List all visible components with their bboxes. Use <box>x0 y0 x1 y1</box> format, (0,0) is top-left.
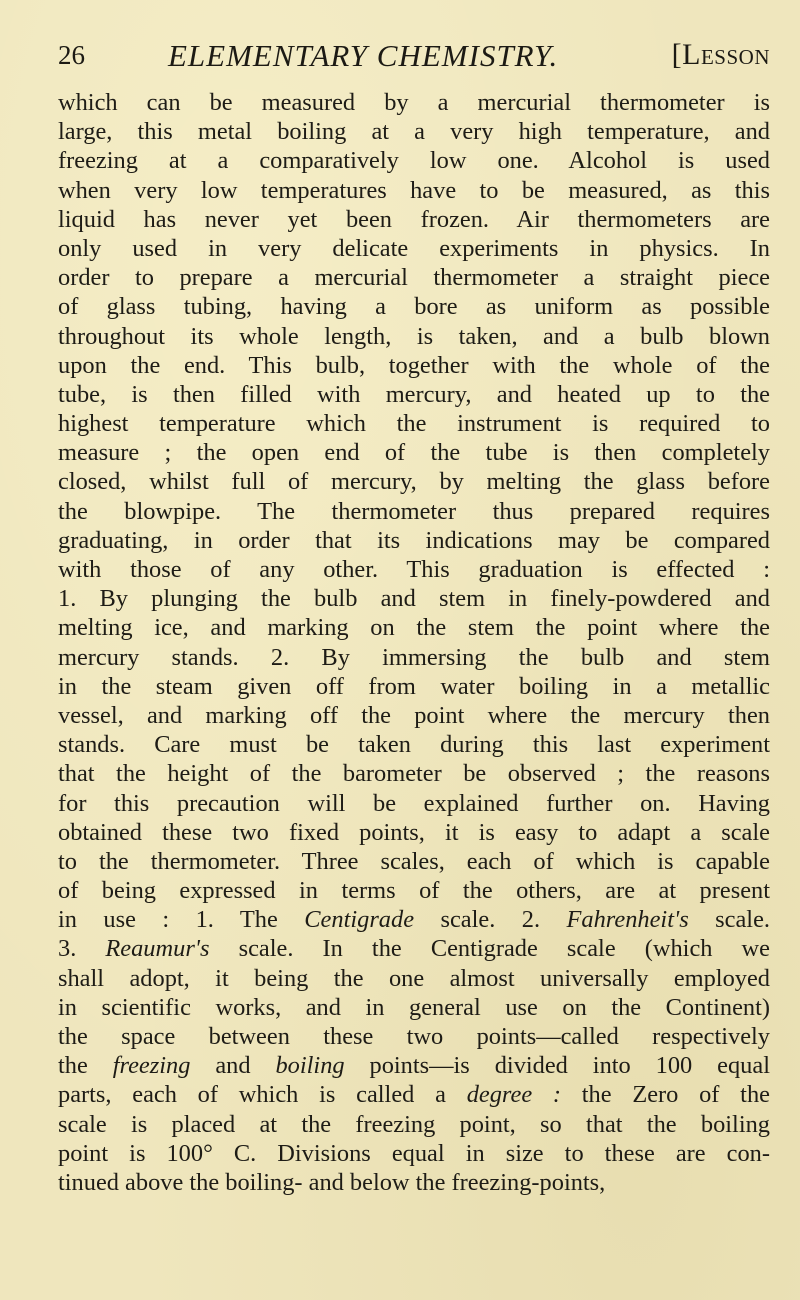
text-segment: stands. Care must be taken during this last experiment <box>58 731 770 759</box>
text-segment: in the steam given off from water boiling in a metallic <box>58 672 770 700</box>
text-line <box>58 146 770 175</box>
text-line <box>58 643 770 672</box>
text-line <box>58 467 770 496</box>
text-line <box>58 1110 770 1139</box>
section-label: [Lesson <box>671 38 770 71</box>
text-line <box>58 847 770 876</box>
text-segment: with those of any other. This graduation is effected : <box>58 556 770 583</box>
italic-term: Reaumur's <box>105 935 210 963</box>
text-segment: melting ice, and marking on the stem the point where the <box>58 614 770 642</box>
text-segment: large, this metal boiling at a very high temperature, and <box>58 118 770 146</box>
text-segment: scale. <box>688 906 770 934</box>
text-line <box>58 1168 770 1197</box>
text-line <box>58 993 770 1022</box>
text-segment: in use : 1. The <box>58 906 305 934</box>
text-segment: freezing at a comparatively low one. Alcohol is used <box>58 147 770 175</box>
text-segment: in scientific works, and in general use on the Continent) <box>58 993 770 1021</box>
text-line <box>58 672 770 701</box>
text-segment: upon the end. This bulb, together with the whole of the <box>58 351 770 379</box>
text-segment: order to prepare a mercurial thermometer a straight piece <box>58 264 770 292</box>
text-line <box>58 234 770 263</box>
italic-term: boiling <box>275 1052 345 1080</box>
text-segment: which can be measured by a mercurial thermometer is <box>58 89 770 116</box>
page-header <box>58 38 770 78</box>
text-segment: and <box>190 1052 276 1080</box>
text-segment: of being expressed in terms of the others, are at present <box>58 877 770 905</box>
text-line <box>58 964 770 993</box>
running-title: ELEMENTARY CHEMISTRY. <box>168 38 559 73</box>
body-text <box>58 88 770 1197</box>
text-line <box>58 730 770 759</box>
text-line <box>58 351 770 380</box>
text-line <box>58 117 770 146</box>
text-segment: points—is divided into 100 equal <box>344 1052 770 1080</box>
text-segment: the Zero of the <box>561 1081 770 1109</box>
italic-term: Centigrade <box>304 906 415 934</box>
italic-term: degree : <box>466 1081 562 1109</box>
text-line <box>58 1051 770 1080</box>
text-segment: when very low temperatures have to be measured, as this <box>58 176 770 204</box>
text-segment: shall adopt, it being the one almost universally employed <box>58 964 770 992</box>
text-segment: 3. <box>58 935 106 963</box>
text-segment: scale. 2. <box>414 906 567 934</box>
text-segment: for this precaution will be explained further on. Having <box>58 789 770 817</box>
text-line <box>58 409 770 438</box>
text-segment: only used in very delicate experiments in physics. In <box>58 234 770 262</box>
text-line <box>58 934 770 963</box>
text-line <box>58 438 770 467</box>
text-segment: vessel, and marking off the point where the mercury then <box>58 701 770 729</box>
text-line <box>58 176 770 205</box>
text-line <box>58 555 770 584</box>
text-segment: obtained these two fixed points, it is easy to adapt a scale <box>58 818 770 846</box>
text-segment: graduating, in order that its indications may be compared <box>58 526 770 554</box>
italic-term: freezing <box>112 1052 191 1080</box>
text-line <box>58 759 770 788</box>
text-segment: parts, each of which is called a <box>58 1081 467 1109</box>
text-line <box>58 613 770 642</box>
text-segment: liquid has never yet been frozen. Air thermometers are <box>58 205 770 233</box>
text-line <box>58 205 770 234</box>
text-segment: the <box>58 1052 113 1080</box>
text-line <box>58 1080 770 1109</box>
text-line <box>58 789 770 818</box>
text-line <box>58 905 770 934</box>
text-segment: tinued above the boiling- and below the freezing-points, <box>58 1168 606 1196</box>
text-segment: throughout its whole length, is taken, and a bulb blown <box>58 322 770 350</box>
text-segment: to the thermometer. Three scales, each of which is capable <box>58 847 770 875</box>
text-segment: that the height of the barometer be observed ; the reasons <box>58 760 770 788</box>
text-line <box>58 322 770 351</box>
text-segment: tube, is then filled with mercury, and heated up to the <box>58 380 770 408</box>
text-line <box>58 292 770 321</box>
text-segment: the space between these two points—called respectively <box>58 1023 770 1050</box>
text-line <box>58 526 770 555</box>
text-segment: 1. By plunging the bulb and stem in finely-powdered and <box>58 585 770 613</box>
text-segment: closed, whilst full of mercury, by melting the glass before <box>58 468 770 496</box>
text-segment: point is 100° C. Divisions equal in size to these are con- <box>58 1139 770 1167</box>
text-segment: mercury stands. 2. By immersing the bulb and stem <box>58 643 770 671</box>
text-line <box>58 584 770 613</box>
text-line <box>58 876 770 905</box>
text-line <box>58 497 770 526</box>
text-line <box>58 818 770 847</box>
text-line <box>58 263 770 292</box>
page-number: 26 <box>58 40 85 70</box>
text-segment: of glass tubing, having a bore as uniform as possible <box>58 293 770 321</box>
text-segment: highest temperature which the instrument is required to <box>58 410 770 438</box>
text-segment: scale. In the Centigrade scale (which we <box>209 935 770 963</box>
text-segment: the blowpipe. The thermometer thus prepared requires <box>58 497 770 525</box>
text-segment: scale is placed at the freezing point, so that the boiling <box>58 1110 770 1138</box>
italic-term: Fahrenheit's <box>566 906 689 934</box>
text-line <box>58 1139 770 1168</box>
text-line <box>58 701 770 730</box>
text-segment: measure ; the open end of the tube is then completely <box>58 439 770 467</box>
text-line <box>58 88 770 117</box>
text-line <box>58 380 770 409</box>
text-line <box>58 1022 770 1051</box>
